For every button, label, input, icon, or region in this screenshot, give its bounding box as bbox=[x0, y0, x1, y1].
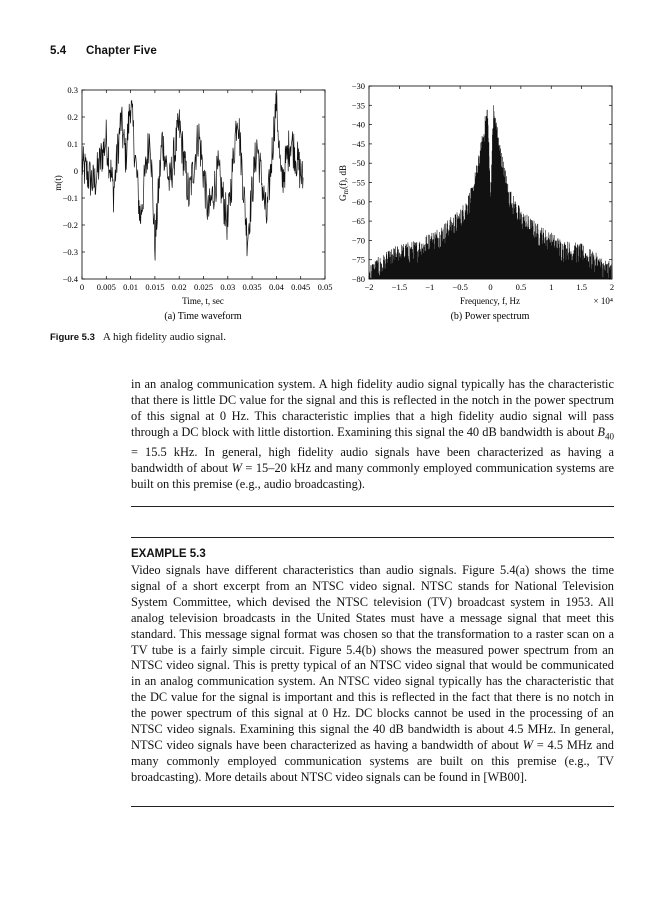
time-y-tick-label: 0.3 bbox=[67, 85, 78, 95]
figure-caption bbox=[50, 331, 226, 343]
math-bandwidth-symbol: B bbox=[597, 424, 605, 439]
paragraph-video-text-1: Video signals have different characteristics than audio signals. Figure 5.4(a) shows the time signal of a short excerpt from an NTSC video signal. NTSC stands for National Television System Committee, which devised the NTSC television (TV) broadcast system in 1953. All analog television broadcasts in the United States must have a message signal that meet this standard. This message signal format was chosen so that the transformation to a raster scan on a TV tube is a fairly simple circuit. Figure 5.4(b) shows the measured power spectrum from an NTSC video signal. This is pretty typical of an NTSC video signal that would be communicated in an analog communication system. An NTSC video signal typically has the characteristic that the DC value for the signal is important and this is reflected in the fact that there is no notch in the power spectrum of this signal at 0 Hz. DC blocks cannot be used in the processing of an NTSC video signals. Examining this signal the 40 dB bandwidth is about 4.5 MHz. In general, NTSC video signals have been characterized as having a bandwidth of about bbox=[131, 563, 614, 752]
figure-5-3 bbox=[0, 75, 664, 327]
rule-example-end bbox=[131, 806, 614, 807]
spectrum-y-label-main: G bbox=[338, 194, 348, 201]
spectrum-x-tick-label: 0.5 bbox=[515, 282, 527, 292]
spectrum-x-tick-label: 1.5 bbox=[576, 282, 587, 292]
figure-caption-text: A high fidelity audio signal. bbox=[102, 331, 227, 343]
section-number: 5.4 bbox=[50, 45, 67, 57]
time-y-tick-label: 0.2 bbox=[67, 112, 78, 122]
time-x-tick-label: 0.01 bbox=[123, 282, 139, 292]
time-x-tick-label: 0.02 bbox=[171, 282, 187, 292]
time-y-axis-label: m(t) bbox=[53, 175, 63, 191]
paragraph-audio bbox=[131, 377, 614, 493]
time-x-ticks bbox=[80, 90, 333, 292]
math-w-symbol-2: W bbox=[522, 737, 533, 752]
spectrum-y-label-sub: m bbox=[342, 189, 350, 195]
time-waveform-chart bbox=[53, 85, 332, 322]
time-y-ticks bbox=[63, 85, 325, 284]
time-y-tick-label: −0.4 bbox=[62, 274, 78, 284]
spectrum-x-tick-label: −1 bbox=[425, 282, 435, 292]
time-x-tick-label: 0.05 bbox=[317, 282, 333, 292]
spectrum-x-scale-note: × 10⁴ bbox=[593, 296, 613, 306]
time-x-tick-label: 0.045 bbox=[291, 282, 311, 292]
paragraph-video-text-2: = 4.5 MHz and many commonly employed communication systems are built on this premise (e.g., TV broadcasting). More details about NTSC video signals can be found in [WB00]. bbox=[131, 737, 614, 784]
spectrum-x-tick-label: 0 bbox=[488, 282, 493, 292]
time-subcaption: (a) Time waveform bbox=[164, 311, 242, 322]
spectrum-y-tick-label: −30 bbox=[351, 81, 365, 91]
time-y-tick-label: 0 bbox=[73, 166, 78, 176]
time-x-tick-label: 0.03 bbox=[220, 282, 236, 292]
math-w-symbol: W bbox=[231, 461, 242, 475]
spectrum-y-tick-label: −60 bbox=[351, 196, 365, 207]
time-y-tick-label: −0.1 bbox=[62, 193, 78, 203]
time-x-tick-label: 0.025 bbox=[193, 282, 214, 292]
time-x-tick-label: 0.04 bbox=[268, 282, 284, 292]
time-y-tick-label: −0.3 bbox=[62, 247, 78, 257]
chapter-title: Chapter Five bbox=[86, 45, 157, 57]
paragraph-audio-text-1: in an analog communication system. A high fidelity audio signal typically has the characteristic that there is little DC value for the signal and this is reflected in the notch in the power spectrum of this signal at 0 Hz. This characteristic implies that a high fidelity audio signal will pass through a DC block with little distortion. Examining this signal the 40 dB bandwidth is about bbox=[131, 377, 614, 439]
time-x-tick-label: 0.005 bbox=[96, 282, 116, 292]
paragraph-audio-text-3: = 15–20 kHz and many commonly employed communication systems are built on this premise (e.g., audio broadcasting). bbox=[131, 461, 615, 491]
spectrum-y-axis-label bbox=[338, 165, 350, 201]
spectrum-x-tick-label: 1 bbox=[549, 282, 554, 292]
math-bandwidth-subscript: 40 bbox=[605, 431, 614, 442]
rule-top-end bbox=[131, 506, 614, 507]
spectrum-x-tick-label: −1.5 bbox=[391, 282, 408, 292]
running-head bbox=[50, 45, 157, 57]
spectrum-y-tick-label: −55 bbox=[351, 177, 365, 188]
time-y-tick-label: 0.1 bbox=[67, 139, 78, 149]
paragraph-audio-text-2: = 15.5 kHz. In general, high fidelity audio signals have been characterized as having a bandwidth of about bbox=[131, 445, 614, 475]
time-x-axis-label: Time, t, sec bbox=[182, 296, 224, 306]
spectrum-trace bbox=[369, 105, 612, 279]
spectrum-y-tick-label: −75 bbox=[351, 254, 365, 265]
paragraph-video bbox=[131, 563, 614, 786]
spectrum-y-tick-label: −40 bbox=[351, 119, 365, 130]
figure-label: Figure 5.3 bbox=[50, 332, 95, 343]
spectrum-y-tick-label: −65 bbox=[351, 216, 365, 227]
example-title: EXAMPLE 5.3 bbox=[131, 548, 206, 560]
spectrum-y-tick-label: −45 bbox=[351, 138, 365, 149]
spectrum-y-label-rest: (f), dB bbox=[338, 165, 348, 190]
spectrum-x-axis-label: Frequency, f, Hz bbox=[460, 296, 520, 306]
spectrum-x-tick-label: −0.5 bbox=[452, 282, 468, 292]
spectrum-y-tick-label: −35 bbox=[351, 100, 365, 111]
power-spectrum-chart bbox=[338, 81, 614, 322]
time-x-tick-label: 0 bbox=[79, 282, 85, 292]
time-waveform-trace bbox=[82, 93, 303, 261]
rule-example-start bbox=[131, 537, 614, 538]
spectrum-subcaption: (b) Power spectrum bbox=[450, 311, 530, 322]
spectrum-y-tick-label: −80 bbox=[351, 274, 365, 284]
time-x-tick-label: 0.015 bbox=[145, 282, 165, 292]
spectrum-y-tick-label: −70 bbox=[351, 235, 365, 246]
spectrum-y-tick-label: −50 bbox=[351, 158, 365, 169]
time-x-tick-label: 0.035 bbox=[242, 282, 262, 292]
spectrum-x-tick-label: 2 bbox=[609, 282, 615, 292]
spectrum-x-tick-label: −2 bbox=[364, 282, 374, 292]
time-y-tick-label: −0.2 bbox=[62, 220, 78, 230]
